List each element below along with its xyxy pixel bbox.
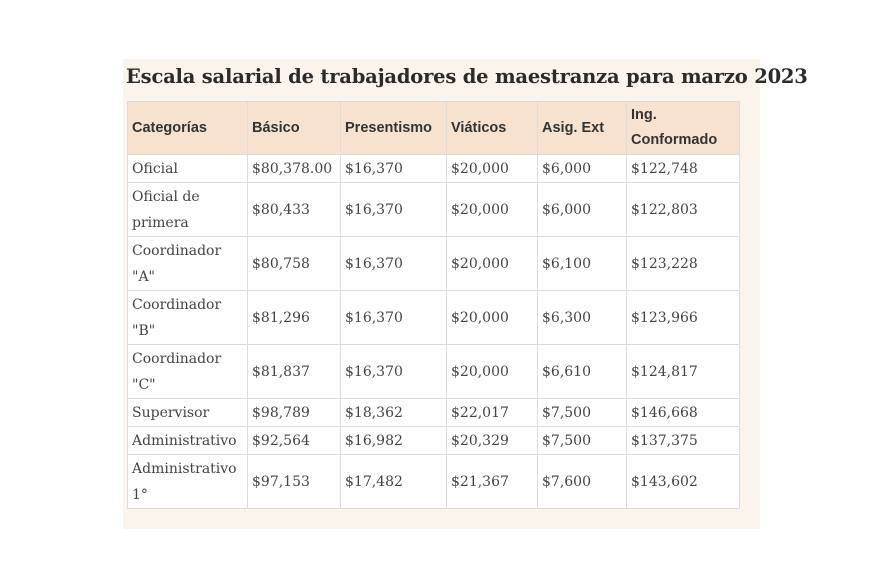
salary-table [127,101,740,509]
cell-ing-conformado: $137,375 [627,427,740,455]
table-row [128,291,740,345]
table-row [128,345,740,399]
cell-categoria: Coordinador "B" [128,291,248,345]
header-basico: Básico [248,102,341,155]
cell-ing-conformado: $123,228 [627,237,740,291]
table-row [128,399,740,427]
cell-asig-ext: $6,000 [538,155,627,183]
cell-presentismo: $18,362 [341,399,447,427]
cell-basico: $81,837 [248,345,341,399]
cell-ing-conformado: $146,668 [627,399,740,427]
cell-basico: $80,433 [248,183,341,237]
cell-viaticos: $20,000 [447,345,538,399]
header-ing-conformado: Ing. Conformado [627,102,740,155]
cell-viaticos: $21,367 [447,455,538,509]
cell-asig-ext: $6,000 [538,183,627,237]
table-row [128,455,740,509]
cell-basico: $92,564 [248,427,341,455]
cell-presentismo: $16,370 [341,291,447,345]
cell-basico: $97,153 [248,455,341,509]
cell-viaticos: $20,000 [447,291,538,345]
cell-categoria: Coordinador "C" [128,345,248,399]
cell-basico: $80,378.00 [248,155,341,183]
header-viaticos: Viáticos [447,102,538,155]
cell-presentismo: $17,482 [341,455,447,509]
header-asig-ext: Asig. Ext [538,102,627,155]
cell-presentismo: $16,370 [341,155,447,183]
header-categorias: Categorías [128,102,248,155]
cell-asig-ext: $7,500 [538,399,627,427]
cell-viaticos: $20,000 [447,155,538,183]
cell-basico: $81,296 [248,291,341,345]
cell-categoria: Oficial [128,155,248,183]
cell-presentismo: $16,370 [341,183,447,237]
cell-ing-conformado: $122,803 [627,183,740,237]
table-row [128,427,740,455]
table-title: Escala salarial de trabajadores de maestranza para marzo 2023 [126,65,808,88]
cell-basico: $98,789 [248,399,341,427]
cell-basico: $80,758 [248,237,341,291]
cell-presentismo: $16,982 [341,427,447,455]
cell-asig-ext: $7,500 [538,427,627,455]
cell-categoria: Coordinador "A" [128,237,248,291]
cell-asig-ext: $7,600 [538,455,627,509]
table-row [128,155,740,183]
cell-viaticos: $20,329 [447,427,538,455]
table-row [128,183,740,237]
header-presentismo: Presentismo [341,102,447,155]
cell-viaticos: $22,017 [447,399,538,427]
cell-categoria: Supervisor [128,399,248,427]
cell-presentismo: $16,370 [341,237,447,291]
cell-viaticos: $20,000 [447,183,538,237]
cell-categoria: Oficial de primera [128,183,248,237]
cell-asig-ext: $6,100 [538,237,627,291]
cell-asig-ext: $6,610 [538,345,627,399]
cell-ing-conformado: $124,817 [627,345,740,399]
cell-viaticos: $20,000 [447,237,538,291]
salary-scale-card [123,59,808,529]
cell-categoria: Administrativo [128,427,248,455]
cell-ing-conformado: $122,748 [627,155,740,183]
header-row [128,102,740,155]
cell-presentismo: $16,370 [341,345,447,399]
table-row [128,237,740,291]
cell-categoria: Administrativo 1° [128,455,248,509]
cell-ing-conformado: $143,602 [627,455,740,509]
cell-asig-ext: $6,300 [538,291,627,345]
cell-ing-conformado: $123,966 [627,291,740,345]
